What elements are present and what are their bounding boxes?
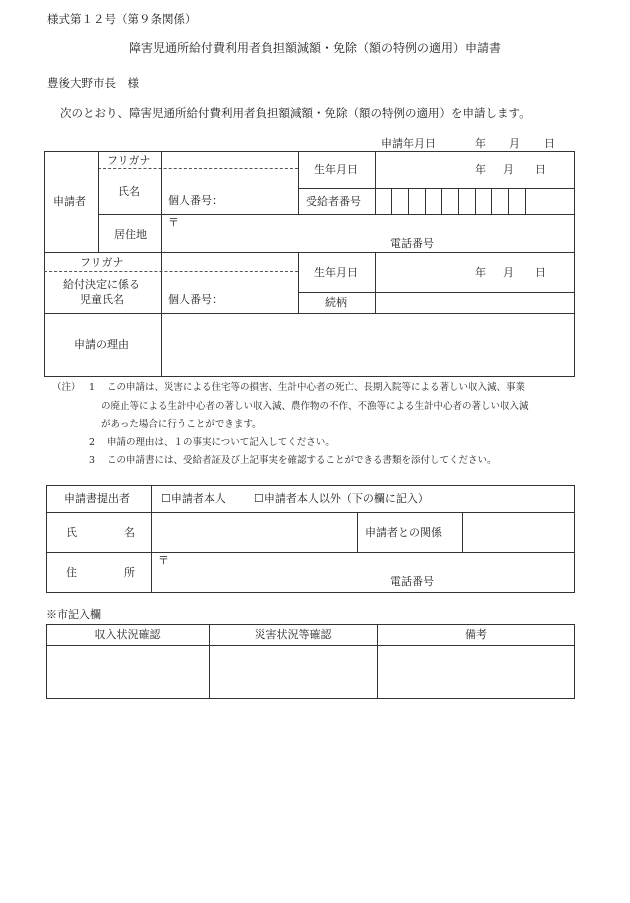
applicant-furigana-label: フリガナ [107,154,151,167]
form-number: 様式第１２号（第９条関係） [47,12,197,26]
note-1-line-3: があった場合に行うことができます。 [101,419,262,430]
note-3-number: 3 [89,455,96,466]
child-name-label-line1: 給付決定に係る [63,278,140,291]
submitter-address-char2: 所 [124,566,135,579]
city-col-income: 収入状況確認 [94,628,161,641]
submitter-address-char1: 住 [66,566,77,579]
applicant-birth-date-label: 生年月日 [314,163,358,176]
applicant-birth-year: 年 [475,163,486,176]
child-relationship-label: 続柄 [325,296,347,309]
reason-input[interactable] [162,314,574,376]
city-col-disaster: 災害状況等確認 [254,628,332,641]
addressee: 豊後大野市長 様 [47,76,139,90]
note-2-number: 2 [89,437,96,448]
child-birth-day: 日 [535,266,546,279]
applicant-name-label: 氏名 [118,185,140,198]
child-birth-date-input[interactable] [376,253,574,291]
submitter-relationship-label: 申請者との関係 [365,526,442,539]
note-1-line-1: この申請は、災害による住宅等の損害、生計中心者の死亡、長期入院等による著しい収入減、事業 [107,382,526,393]
submitter-address-input[interactable] [152,553,574,592]
applicant-phone-label: 電話番号 [390,237,434,250]
submitter-relationship-input[interactable] [463,513,574,551]
note-1-number: 1 [89,382,96,393]
child-birth-month: 月 [503,266,514,279]
city-col-remarks: 備考 [465,628,487,641]
child-furigana-input[interactable] [162,253,297,270]
submitter-label: 申請書提出者 [64,492,130,505]
submitter-name-input[interactable] [152,513,356,551]
applicant-birth-month: 月 [503,163,514,176]
child-relationship-input[interactable] [376,293,574,312]
recipient-number-label: 受給者番号 [306,195,361,208]
applicant-furigana-input[interactable] [162,152,297,167]
date-label: 申請年月日 [381,137,436,150]
applicant-address-input[interactable] [162,215,574,251]
date-month: 月 [509,137,520,150]
note-2-line-1: 申請の理由は、１の事実について記入してください。 [107,437,335,448]
child-furigana-label: フリガナ [80,256,124,269]
applicant-address-label: 居住地 [114,228,147,241]
child-name-input[interactable] [162,273,297,312]
applicant-birth-date-input[interactable] [376,152,574,187]
submitter-option-self[interactable]: ☐申請者本人 [161,492,226,505]
applicant-name-input[interactable] [162,170,297,213]
child-birth-date-label: 生年月日 [314,266,358,279]
date-year: 年 [475,137,486,150]
applicant-section-label: 申請者 [53,195,86,208]
child-my-number-label: 個人番号： [168,293,223,306]
applicant-my-number-label: 個人番号： [168,194,223,207]
submitter-phone-label: 電話番号 [390,575,434,588]
city-section-title: ※市記入欄 [46,608,101,621]
date-day: 日 [544,137,555,150]
applicant-postal-mark: 〒 [168,216,179,229]
form-title: 障害児通所給付費利用者負担額減額・免除（額の特例の適用）申請書 [128,41,501,55]
submitter-option-other[interactable]: ☐申請者本人以外（下の欄に記入） [254,492,429,505]
note-1-line-2: の廃止等による生計中心者の著しい収入減、農作物の不作、不漁等による生計中心者の著しい収入減 [101,401,529,412]
notes-label: （注） [52,382,81,393]
submitter-name-char1: 氏 [66,526,77,539]
applicant-birth-day: 日 [535,163,546,176]
child-name-label-line2: 児童氏名 [80,293,124,306]
reason-label: 申請の理由 [74,338,129,351]
intro-text: 次のとおり、障害児通所給付費利用者負担額減額・免除（額の特例の適用）を申請します。 [60,106,531,120]
submitter-name-char2: 名 [124,526,135,539]
child-birth-year: 年 [475,266,486,279]
submitter-postal-mark: 〒 [158,554,169,567]
note-3-line-1: この申請書には、受給者証及び上記事実を確認することができる書類を添付してください。 [107,455,497,466]
